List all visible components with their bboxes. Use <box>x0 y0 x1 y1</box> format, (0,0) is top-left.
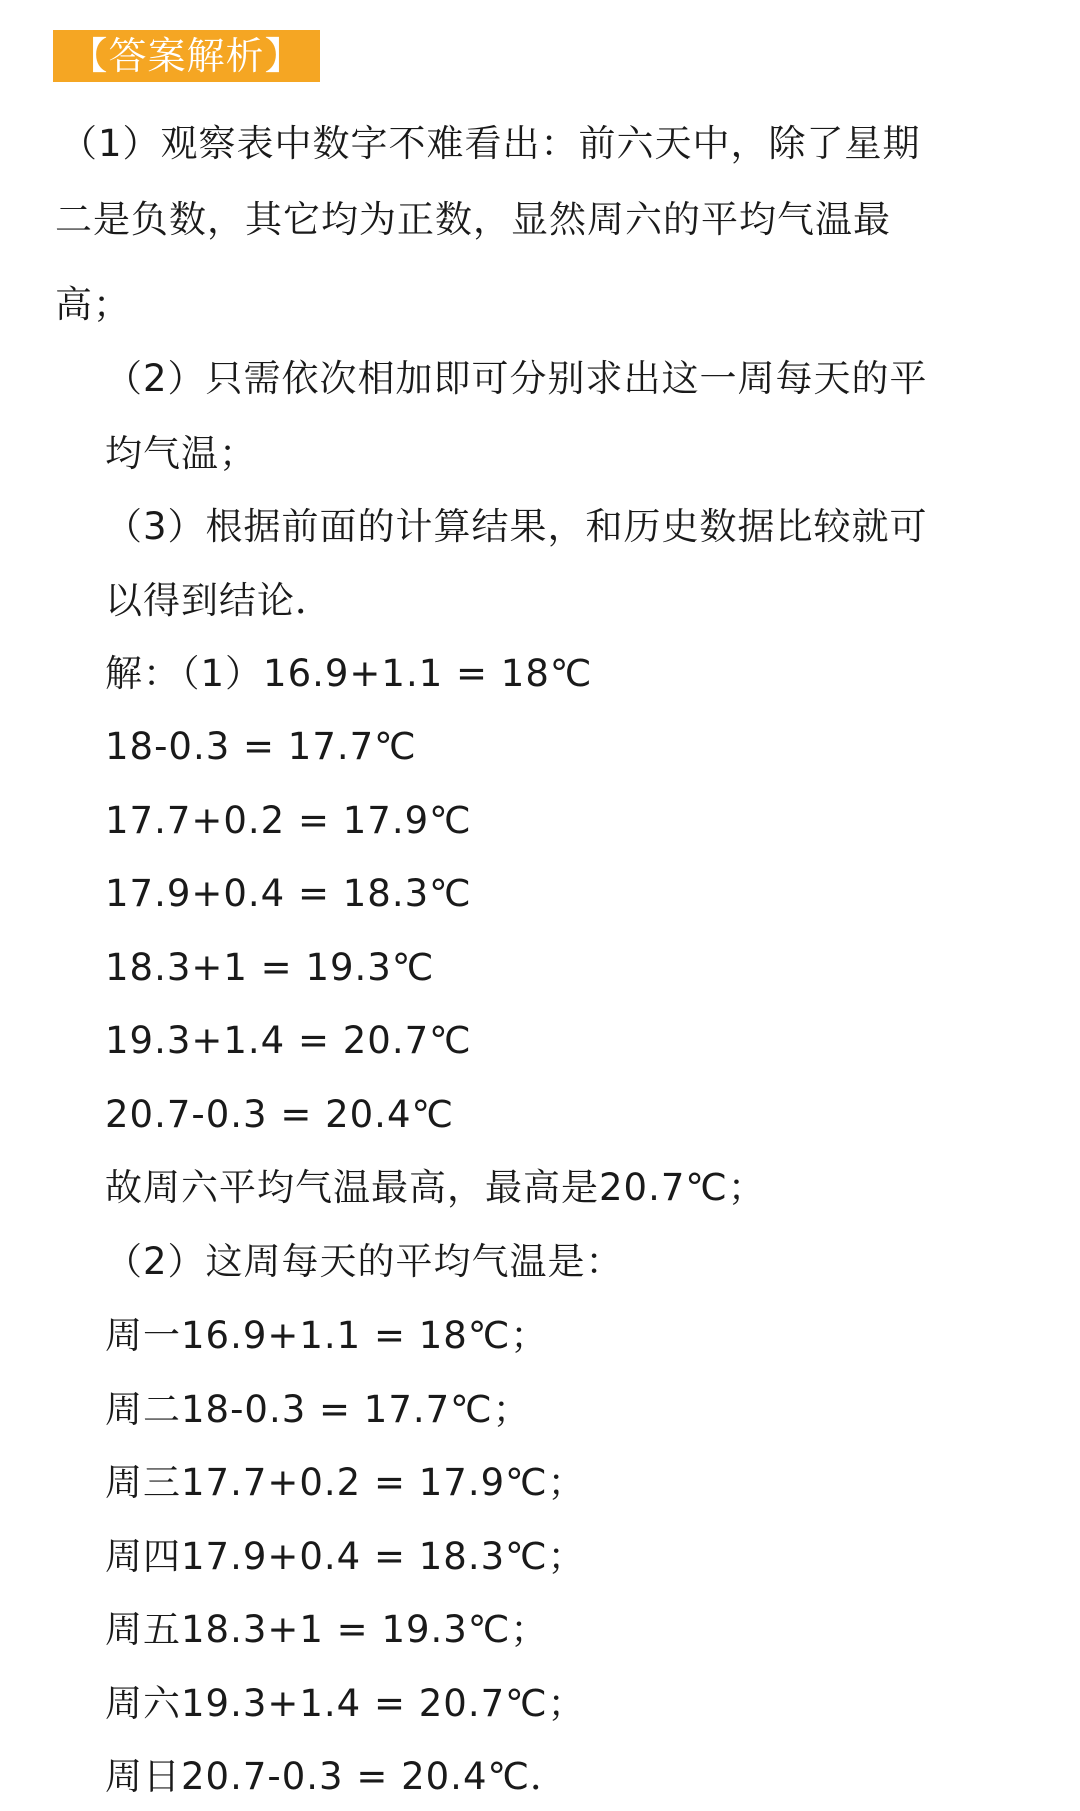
solution-calc-5: 19.3+1.4 = 20.7℃ <box>105 1019 472 1062</box>
solution-conclusion: 故周六平均气温最高，最高是20.7℃； <box>105 1166 766 1209</box>
solution-intro: 解：（1）16.9+1.1 = 18℃ <box>105 652 593 695</box>
analysis-point-2-line-1: （2）只需依次相加即可分别求出这一周每天的平 <box>105 357 928 400</box>
solution-calc-1: 18-0.3 = 17.7℃ <box>105 725 417 768</box>
solution-calc-6: 20.7-0.3 = 20.4℃ <box>105 1093 455 1136</box>
analysis-point-1-line-1: （1）观察表中数字不难看出：前六天中，除了星期 <box>60 122 921 165</box>
daily-average-tuesday: 周二18-0.3 = 17.7℃； <box>105 1388 531 1431</box>
daily-average-thursday: 周四17.9+0.4 = 18.3℃； <box>105 1535 586 1578</box>
answer-analysis-tag: 【答案解析】 <box>53 30 320 82</box>
daily-average-sunday: 周日20.7-0.3 = 20.4℃． <box>105 1755 569 1798</box>
daily-average-friday: 周五18.3+1 = 19.3℃； <box>105 1608 549 1651</box>
analysis-point-3-line-2: 以得到结论． <box>105 579 333 622</box>
analysis-point-3-line-1: （3）根据前面的计算结果，和历史数据比较就可 <box>105 505 928 548</box>
analysis-point-1-line-3: 高； <box>55 283 131 326</box>
analysis-point-2-line-2: 均气温； <box>105 432 257 475</box>
solution-calc-4: 18.3+1 = 19.3℃ <box>105 946 435 989</box>
daily-average-saturday: 周六19.3+1.4 = 20.7℃； <box>105 1682 586 1725</box>
daily-average-monday: 周一16.9+1.1 = 18℃； <box>105 1314 549 1357</box>
analysis-point-1-line-2: 二是负数，其它均为正数，显然周六的平均气温最 <box>55 198 891 241</box>
solution-calc-3: 17.9+0.4 = 18.3℃ <box>105 872 472 915</box>
solution-calc-2: 17.7+0.2 = 17.9℃ <box>105 799 472 842</box>
daily-average-wednesday: 周三17.7+0.2 = 17.9℃； <box>105 1461 586 1504</box>
solution-part-2-title: （2）这周每天的平均气温是： <box>105 1240 624 1283</box>
